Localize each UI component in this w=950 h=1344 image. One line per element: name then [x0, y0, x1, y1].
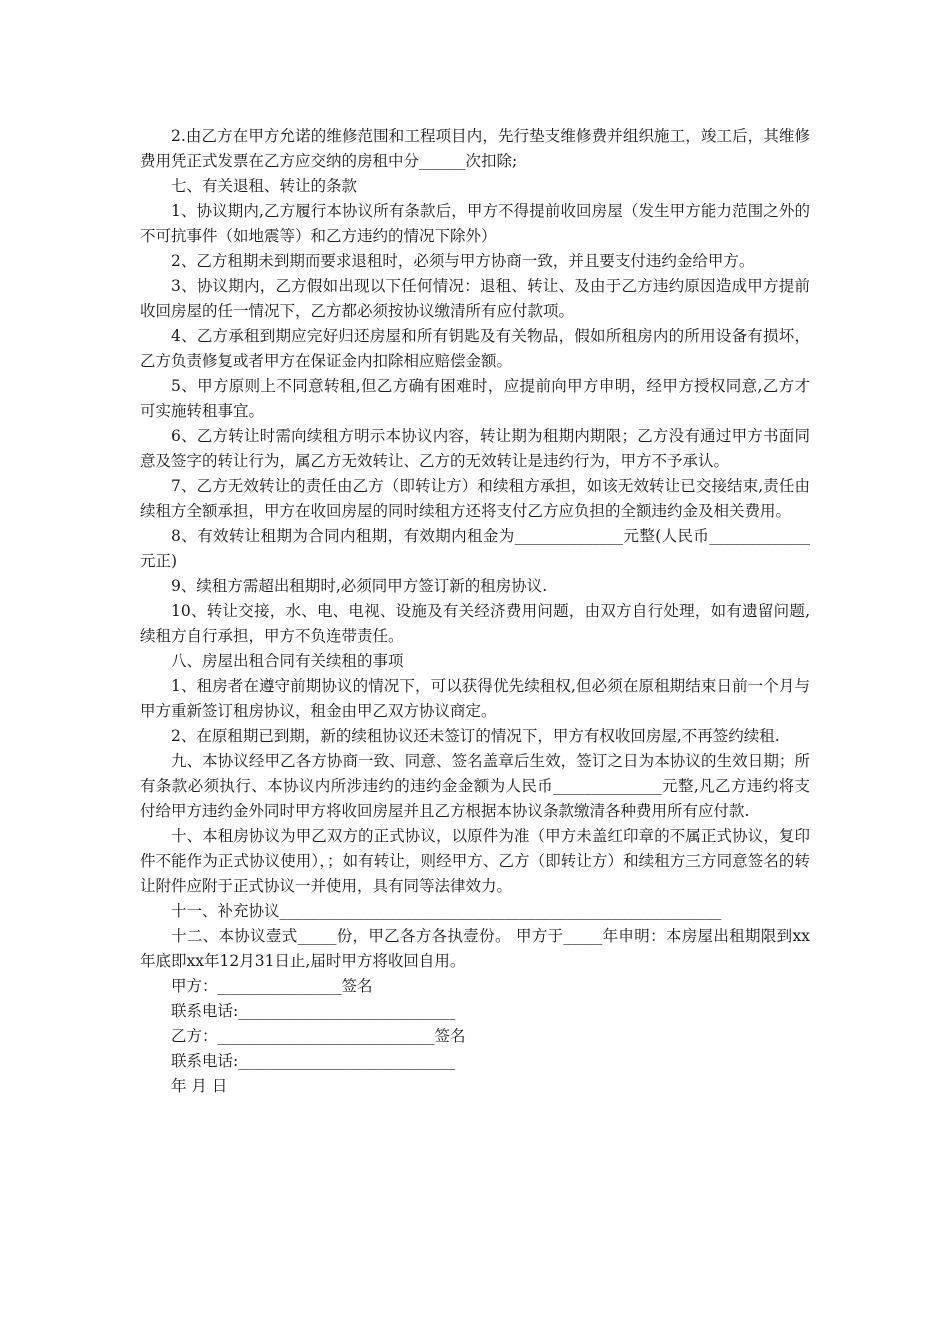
clause-7-8: 8、有效转让租期为合同内租期，有效期内租金为______________元整(人民币_____________元正) [140, 527, 810, 570]
clause-7-10: 10、转让交接，水、电、电视、设施及有关经济费用问题，由双方自行处理，如有遗留问题,续租方自行承担，甲方不负连带责任。 [140, 602, 810, 645]
section-9: 九、本协议经甲乙各方协商一致、同意、签名盖章后生效，签订之日为本协议的生效日期；所有条款必须执行、本协议内所涉违约的违约金金额为人民币______________元整,凡乙方违约将支付给甲方违约金外同时甲方将收回房屋并且乙方根据本协议条款缴清各种费用所有应付款. [140, 752, 810, 820]
section-12: 十二、本协议壹式_____份，甲乙各方各执壹份。 甲方于_____年申明：本房屋出租期限到xx年底即xx年12月31日止,届时甲方将收回自用。 [140, 927, 810, 970]
party-a-phone-line: 联系电话:____________________________ [171, 1002, 456, 1020]
clause-7-7: 7、乙方无效转让的责任由乙方（即转让方）和续租方承担，如该无效转让已交接结束,责任由续租方全额承担，甲方在收回房屋的同时续租方还将支付乙方应负担的全额违约金及相关费用。 [140, 477, 810, 520]
clause-7-6: 6、乙方转让时需向续租方明示本协议内容，转让期为租期内期限；乙方没有通过甲方书面同意及签字的转让行为，属乙方无效转让、乙方的无效转让是违约行为，甲方不予承认。 [140, 427, 810, 470]
clause-8-1: 1、租房者在遵守前期协议的情况下，可以获得优先续租权,但必须在原租期结束日前一个月与甲方重新签订租房协议，租金由甲乙双方协议商定。 [140, 677, 810, 720]
section-7-heading: 七、有关退租、转让的条款 [171, 177, 358, 195]
party-b-signature-line: 乙方：____________________________签名 [171, 1027, 466, 1045]
clause-7-9: 9、续租方需超出租期时,必须同甲方签订新的租房协议. [171, 577, 548, 595]
party-a-signature-line: 甲方：________________签名 [171, 977, 373, 995]
clause-7-2: 2、乙方租期未到期而要求退租时，必须与甲方协商一致，并且要支付违约金给甲方。 [171, 252, 755, 270]
clause-7-3: 3、协议期内，乙方假如出现以下任何情况：退租、转让、及由于乙方违约原因造成甲方提前收回房屋的任一情况下，乙方都必须按协议缴清所有应付款项。 [140, 277, 810, 320]
clause-7-5: 5、甲方原则上不同意转租,但乙方确有困难时，应提前向甲方申明，经甲方授权同意,乙方才可实施转租事宜。 [140, 377, 810, 420]
section-10: 十、本租房协议为甲乙双方的正式协议，以原件为准（甲方未盖红印章的不属正式协议，复印件不能作为正式协议使用），；如有转让，则经甲方、乙方（即转让方）和续租方三方同意签名的转让附件应附于正式协议一并使用，具有同等法律效力。 [140, 827, 810, 895]
clause-8-2: 2、在原租期已到期，新的续租协议还未签订的情况下，甲方有权收回房屋,不再签约续租. [171, 727, 780, 745]
date-line: 年 月 日 [171, 1077, 228, 1095]
section-8-heading: 八、房屋出租合同有关续租的事项 [171, 652, 404, 670]
clause-7-4: 4、乙方承租到期应完好归还房屋和所有钥匙及有关物品，假如所租房内的所用设备有损坏，乙方负责修复或者甲方在保证金内扣除相应赔偿金额。 [140, 327, 810, 370]
clause-2-repair-cost: 2.由乙方在甲方允诺的维修范围和工程项目内，先行垫支维修费并组织施工，竣工后，其维修费用凭正式发票在乙方应交纳的房租中分______次扣除; [140, 127, 810, 170]
clause-7-1: 1、协议期内,乙方履行本协议所有条款后，甲方不得提前收回房屋（发生甲方能力范围之外的不可抗事件（如地震等）和乙方违约的情况下除外） [140, 202, 810, 245]
party-b-phone-line: 联系电话:____________________________ [171, 1052, 456, 1070]
section-11-supplement: 十一、补充协议_________________________________________________________ [171, 902, 722, 920]
